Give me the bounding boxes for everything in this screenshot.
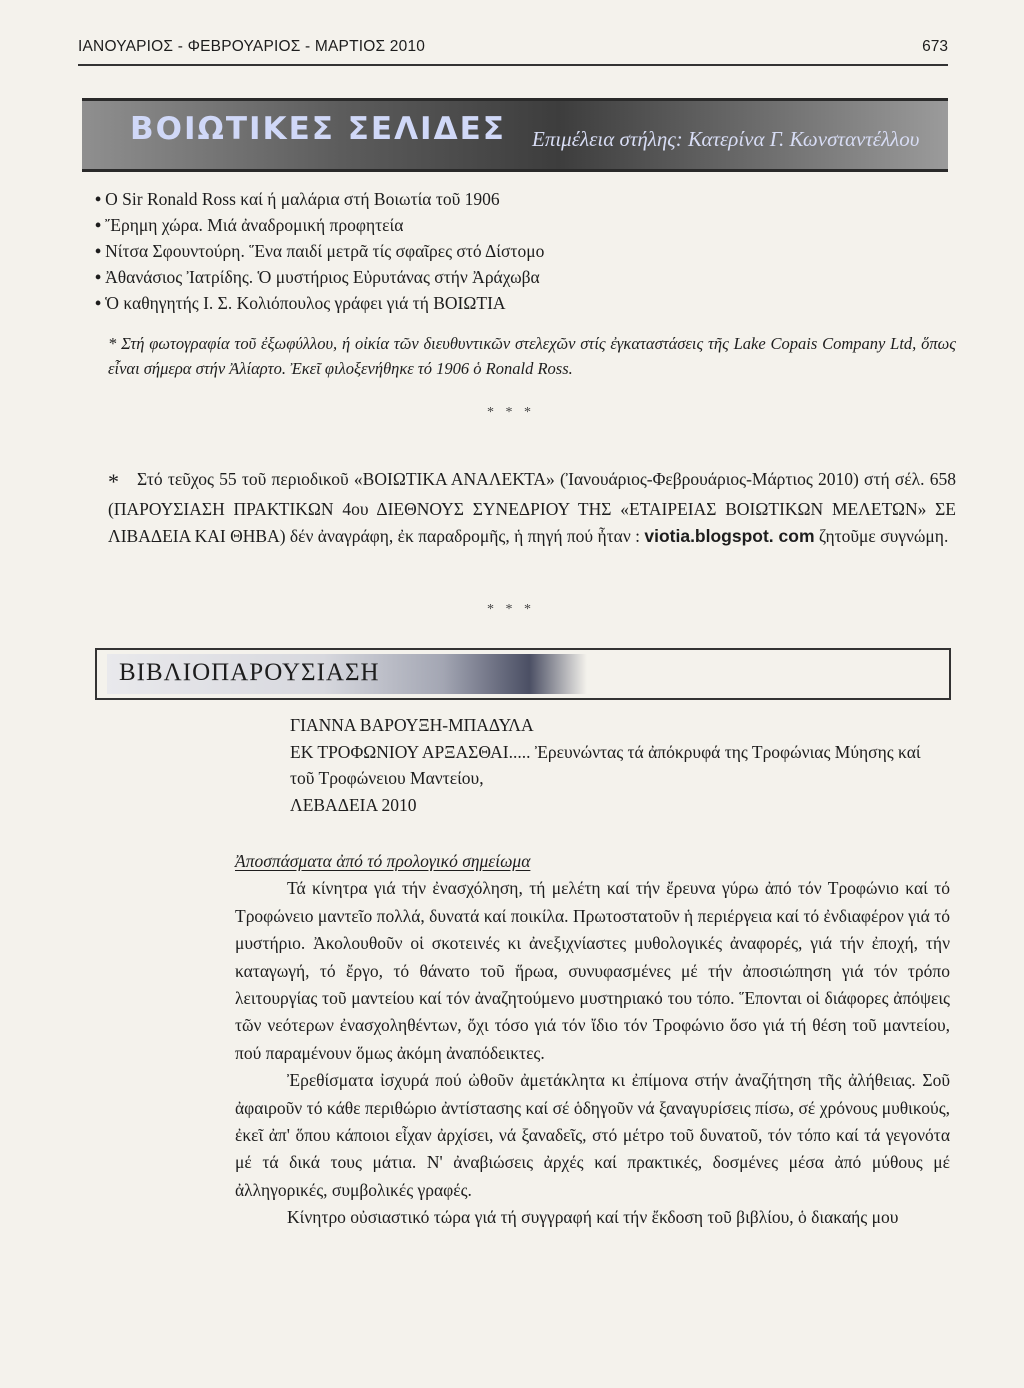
excerpt-paragraph: Τά κίνητρα γιά τήν ἐνασχόληση, τή μελέτη καί τήν ἔρευνα γύρω ἀπό τόν Τροφώνιο καί τό Τροφώνειο μαντεῖο πολλά, δυνατά καί ποικίλα. Πρωτοστατοῦν ἡ περιέργεια καί τό ἐνδιαφέρον γιά τό μυστήριο. Ἀκολουθοῦν οἱ σκοτεινές κι ἀνεξιχνίαστες μυθολογικές ἀναφορές, γιά τήν ἐποχή, τήν καταγωγή, τό ἔργο, τό θάνατο τοῦ ἥρωα, συνυφασμένες μέ τήν ἀποσιώπηση γιά τόν τρόπο λειτουργίας τοῦ μαντείου καί τόν ἀναζητούμενο μυστηριακό του τόπο. Ἕπονται οἱ διάφορες ἀπόψεις τῶν νεότερων ἐνασχοληθέντων, ὄχι τόσο γιά τόν ἴδιο τόν Τροφώνιο ὅσο γιά τή θέση τοῦ μαντείου, πού παραμένουν ὅμως ἀκόμη ἀναπόδεικτες. bbox=[235, 878, 950, 1063]
cover-photo-list bbox=[95, 186, 935, 316]
page-number: 673 bbox=[922, 38, 948, 55]
issue-date: ΙΑΝΟΥΑΡΙΟΣ - ΦΕΒΡΟΥΑΡΙΟΣ - ΜΑΡΤΙΟΣ 2010 bbox=[78, 38, 426, 55]
list-item: • Νίτσα Σφουντούρη. Ἕνα παιδί μετρᾶ τίς σφαῖρες στό Δίστομο bbox=[95, 238, 935, 264]
book-details bbox=[290, 712, 940, 818]
separator-stars: * * * bbox=[487, 405, 535, 420]
header-rule bbox=[78, 64, 948, 66]
list-item: • Ο Sir Ronald Ross καί ή μαλάρια στή Βοιωτία τοῦ 1906 bbox=[95, 186, 935, 212]
book-review-heading-box bbox=[95, 648, 951, 700]
section-title: ΒΟΙΩΤΙΚΕΣ ΣΕΛΙΔΕΣ bbox=[130, 111, 506, 147]
notice-text: Στό τεῦχος 55 τοῦ περιοδικοῦ «ΒΟΙΩΤΙΚΑ ΑΝΑΛΕΚΤΑ» (Ἰανουάριος-Φεβρουάριος-Μάρτιος 2010) στή σέλ. 658 (ΠΑΡΟΥΣΙΑΣΗ ΠΡΑΚΤΙΚΩΝ 4ου ΔΙΕΘΝΟΥΣ ΣΥΝΕΔΡΙΟΥ ΤΗΣ «ΕΤΑΙΡΕΙΑΣ ΒΟΙΩΤΙΚΩΝ ΜΕΛΕΤΩΝ» ΣΕ ΛΙΒΑΔΕΙΑ ΚΑΙ ΘΗΒΑ) δέν ἀναγράφη, ἐκ παραδρομῆς, ἡ πηγή πού ἦταν : bbox=[108, 469, 956, 546]
list-item: • Ἀθανάσιος Ἰατρίδης. Ὁ μυστήριος Εὐρυτάνας στήν Ἀράχωβα bbox=[95, 264, 935, 290]
excerpt-paragraph: Κίνητρο οὐσιαστικό τώρα γιά τή συγγραφή καί τήν ἔκδοση τοῦ βιβλίου, ὁ διακαής μου bbox=[287, 1207, 899, 1228]
list-item: • Ἔρημη χώρα. Μιά ἀναδρομική προφητεία bbox=[95, 212, 935, 238]
book-review-heading: ΒΙΒΛΙΟΠΑΡΟΥΣΙΑΣΗ bbox=[119, 659, 380, 686]
notice-apology: ζητοῦμε συγνώμη. bbox=[814, 526, 949, 546]
source-link: viotia.blogspot. com bbox=[644, 526, 815, 546]
section-banner bbox=[82, 98, 948, 172]
correction-notice bbox=[108, 466, 956, 551]
notice-asterisk: * bbox=[108, 469, 119, 494]
excerpt-paragraph: Ἐρεθίσματα ἰσχυρά πού ὠθοῦν ἀμετάκλητα κι ἐπίμονα στήν ἀναζήτηση τῆς ἀλήθειας. Σοῦ ἀφαιροῦν τό κάθε περιθώριο ἀντίστασης καί σέ ὁδηγοῦν νά ξαναγυρίσεις πίσω, σέ χρόνους μυθικούς, ἐκεῖ ἀπ' ὅπου κάποιοι εἶχαν ἀρχίσει, νά ξαναδεῖς, στό μέτρο τοῦ δυνατοῦ, τόν τόπο καί τά γεγονότα μέ τά δικά τους μάτια. Ν' ἀναβιώσεις ἀρχές καί πρακτικές, δοσμένες μέσα ἀπό μύθους μέ ἀλληγορικές, συμβολικές γραφές. bbox=[235, 1070, 950, 1200]
separator-stars: * * * bbox=[487, 602, 535, 617]
list-item: • Ὁ καθηγητής Ι. Σ. Κολιόπουλος γράφει γιά τή ΒΟΙΩΤΙΑ bbox=[95, 290, 935, 316]
running-header bbox=[78, 38, 948, 64]
cover-photo-caption: * Στή φωτογραφία τοῦ ἐξωφύλλου, ή οἰκία τῶν διευθυντικῶν στελεχῶν στίς ἐγκαταστάσεις τῆς Lake Copais Company Ltd, ὅπως εἶναι σήμερα στήν Ἀλίαρτο. Ἐκεῖ φιλοξενήθηκε τό 1906 ὁ Ronald Ross. bbox=[108, 334, 956, 378]
excerpt-body bbox=[235, 848, 950, 1232]
book-publication: ΛΕΒΑΔΕΙΑ 2010 bbox=[290, 794, 417, 815]
book-title: ΕΚ ΤΡΟΦΩΝΙΟΥ ΑΡΞΑΣΘΑΙ..... Ἐρευνώντας τά ἀπόκρυφά της Τροφώνιας Μύησης καί τοῦ Τροφώνειου Μαντείου, bbox=[290, 741, 921, 788]
book-author: ΓΙΑΝΝΑ ΒΑΡΟΥΞΗ-ΜΠΑΔΥΛΑ bbox=[290, 715, 534, 735]
excerpt-subtitle: Ἀποσπάσματα ἀπό τό προλογικό σημείωμα bbox=[235, 851, 531, 871]
column-curator: Επιμέλεια στήλης: Κατερίνα Γ. Κωνσταντέλλου bbox=[532, 127, 920, 151]
